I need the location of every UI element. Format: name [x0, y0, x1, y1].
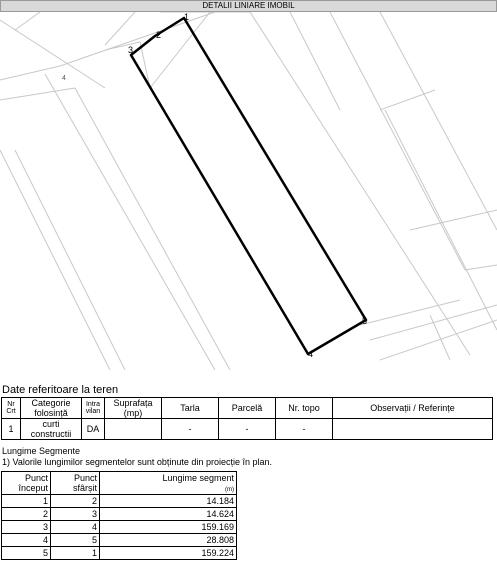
point-label-4: 4 — [308, 349, 314, 359]
cell-end: 5 — [51, 534, 100, 547]
segments-table-header — [2, 472, 237, 495]
cell-nr: 1 — [2, 419, 21, 440]
cell-start: 1 — [2, 495, 51, 508]
cell-nr-topo: - — [276, 419, 333, 440]
cell-area — [105, 419, 162, 440]
point-label-1: 1 — [184, 12, 190, 22]
col-length-label: Lungime segment — [162, 473, 234, 483]
cell-start: 2 — [2, 508, 51, 521]
point-label-5: 5 — [362, 316, 368, 326]
parcel-table — [1, 397, 493, 440]
parcel-table-header — [2, 398, 493, 419]
window-title: DETALII LINIARE IMOBIL — [202, 1, 295, 10]
cell-length: 14.624 — [100, 508, 237, 521]
segments-note: 1) Valorile lungimilor segmentelor sunt obținute din proiecție în plan. — [2, 457, 272, 467]
cell-length: 159.169 — [100, 521, 237, 534]
cell-intravilan: DA — [82, 419, 105, 440]
neighbor-label: 4 — [62, 75, 66, 82]
cell-tarla: - — [162, 419, 219, 440]
table-row — [2, 521, 237, 534]
segments-title: Lungime Segmente — [2, 446, 81, 456]
point-label-3: 3 — [128, 45, 134, 55]
cell-length: 14.184 — [100, 495, 237, 508]
col-start: Punct început — [2, 472, 51, 495]
cadastral-map — [0, 12, 497, 370]
cell-end: 1 — [51, 547, 100, 560]
col-observatii: Observații / Referințe — [333, 398, 493, 419]
point-label-2: 2 — [156, 30, 162, 40]
cell-end: 2 — [51, 495, 100, 508]
cell-start: 3 — [2, 521, 51, 534]
col-nr: Nr Crt — [2, 398, 21, 419]
cell-category: curti constructii — [21, 419, 82, 440]
cell-start: 4 — [2, 534, 51, 547]
col-category: Categorie folosință — [21, 398, 82, 419]
col-length-unit: (m) — [225, 487, 234, 493]
table-row — [2, 547, 237, 560]
cell-length: 159.224 — [100, 547, 237, 560]
col-parcela: Parcelă — [219, 398, 276, 419]
parcel-section-title: Date referitoare la teren — [2, 384, 119, 396]
cell-end: 3 — [51, 508, 100, 521]
cell-start: 5 — [2, 547, 51, 560]
col-nr-topo: Nr. topo — [276, 398, 333, 419]
table-row — [2, 495, 237, 508]
segments-table — [1, 471, 237, 560]
cell-observatii — [333, 419, 493, 440]
table-row — [2, 534, 237, 547]
parcel-boundary — [131, 18, 366, 354]
cell-parcela: - — [219, 419, 276, 440]
col-length — [100, 472, 237, 495]
col-end: Punct sfârșit — [51, 472, 100, 495]
col-intravilan: Intra vilan — [82, 398, 105, 419]
col-area: Suprafața (mp) — [105, 398, 162, 419]
cell-length: 28.808 — [100, 534, 237, 547]
neighbor-parcel-lines — [0, 12, 497, 370]
map-canvas — [0, 12, 497, 370]
col-tarla: Tarla — [162, 398, 219, 419]
cell-end: 4 — [51, 521, 100, 534]
table-row — [2, 508, 237, 521]
window-title-bar — [0, 0, 497, 12]
table-row — [2, 419, 493, 440]
